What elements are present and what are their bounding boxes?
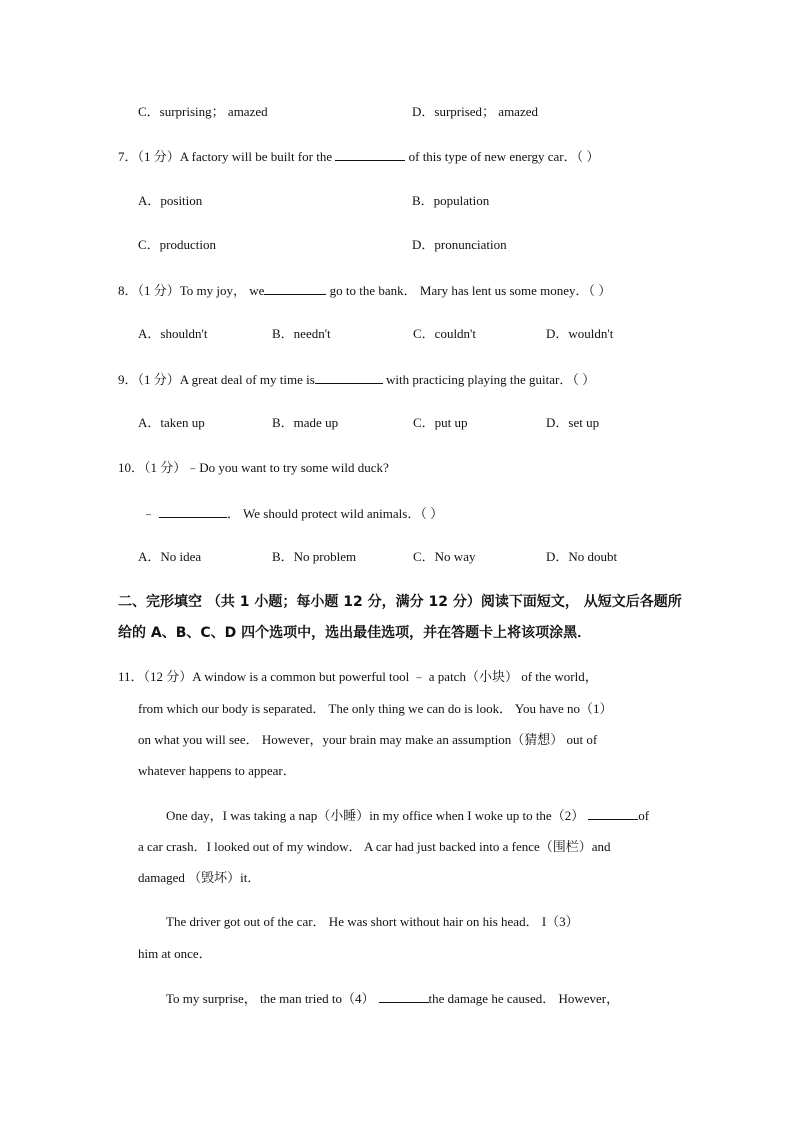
q9-stem	[118, 370, 595, 389]
q9-stem-pre: 9．（1 分）A great deal of my time is	[118, 372, 315, 387]
q10-stem: 10．（1 分）﹣Do you want to try some wild duck?	[118, 460, 389, 475]
q11-p2-line3: damaged （毁坏）it．	[138, 870, 261, 885]
q8-option-a: A．shouldn't	[138, 326, 208, 341]
q10-reply-dash: ﹣	[142, 506, 156, 521]
section-heading-line1: 二、完形填空 （共 1 小题；每小题 12 分，满分 12 分）阅读下面短文， 从短文后各题所	[118, 594, 682, 610]
q9-option-d: D．set up	[546, 415, 600, 430]
q11-p2-line1-post: of	[638, 808, 650, 823]
q11-blank-4	[379, 989, 429, 1003]
q7-blank	[335, 147, 405, 161]
q11-p1-line3: on what you will see． However，your brain may make an assumption（猜想） out of	[138, 732, 598, 747]
q7-stem	[118, 147, 599, 166]
q7-option-a: A．position	[138, 193, 203, 208]
q8-option-c: C．couldn't	[413, 326, 477, 341]
q10-option-c: C．No way	[413, 549, 476, 564]
q10-option-a: A．No idea	[138, 549, 202, 564]
q11-p4-post: the damage he caused． However，	[428, 991, 620, 1006]
q11-p4-pre: To my surprise， the man tried to（4）	[166, 991, 375, 1006]
q10-reply	[142, 504, 443, 523]
q8-stem-pre: 8．（1 分）To my joy， we	[118, 283, 265, 298]
q11-p2-line1-pre: One day，I was taking a nap（小睡）in my office when I woke up to the（2）	[166, 808, 585, 823]
q6-option-c: C．surprising； amazed	[138, 104, 268, 119]
q11-p1-line2: from which our body is separated． The only thing we can do is look． You have no（1）	[138, 701, 613, 716]
q10-option-b: B．No problem	[272, 549, 357, 564]
q9-blank	[315, 370, 383, 384]
q10-option-d: D．No doubt	[546, 549, 618, 564]
q8-stem-post: go to the bank． Mary has lent us some money．（ ）	[326, 283, 612, 298]
q7-option-c: C．production	[138, 237, 216, 252]
q11-p2-line2: a car crash．I looked out of my window． A car had just backed into a fence（围栏）and	[138, 839, 611, 854]
q9-stem-post: with practicing playing the guitar．（ ）	[382, 372, 596, 387]
q10-blank	[159, 504, 227, 518]
q11-p1-line1: 11．（12 分）A window is a common but powerful tool ﹣ a patch（小块） of the world，	[118, 669, 598, 684]
q11-p4-line1	[166, 989, 619, 1008]
q7-stem-pre: 7．（1 分）A factory will be built for the	[118, 149, 336, 164]
q11-p1-line4: whatever happens to appear．	[138, 763, 296, 778]
q9-option-a: A．taken up	[138, 415, 205, 430]
section-heading-line2: 给的 A、B、C、D 四个选项中，选出最佳选项，并在答题卡上将该项涂黑．	[118, 625, 592, 641]
q8-blank	[264, 281, 326, 295]
q10-reply-post: ． We should protect wild animals．（ ）	[227, 506, 444, 521]
q6-option-d: D．surprised； amazed	[412, 104, 538, 119]
q11-blank-2	[588, 806, 638, 820]
q7-stem-post: of this type of new energy car．（ ）	[405, 149, 600, 164]
q7-option-b: B．population	[412, 193, 490, 208]
q9-option-c: C．put up	[413, 415, 468, 430]
q11-p3-line2: him at once．	[138, 946, 212, 961]
q11-p2-line1	[166, 806, 649, 825]
q8-option-b: B．needn't	[272, 326, 331, 341]
q9-option-b: B．made up	[272, 415, 339, 430]
q8-option-d: D．wouldn't	[546, 326, 614, 341]
q7-option-d: D．pronunciation	[412, 237, 507, 252]
q11-p3-line1: The driver got out of the car． He was short without hair on his head． I（3）	[166, 914, 579, 929]
q8-stem	[118, 281, 611, 300]
